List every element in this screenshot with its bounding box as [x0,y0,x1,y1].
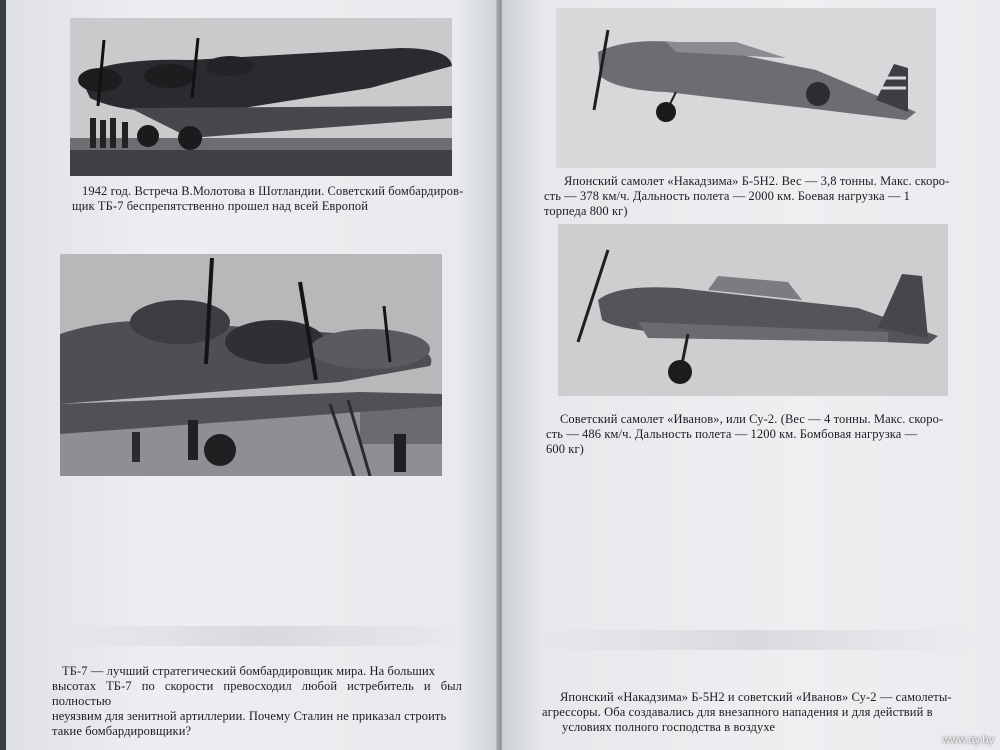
caption-line: высотах ТБ-7 по скорости превосходил любой истребитель и был полностью [52,679,462,708]
bleed-through-text [52,626,472,646]
caption-line: такие бомбардировщики? [52,724,192,738]
caption-nakajima [544,174,960,219]
su2-image [558,224,948,396]
right-page [502,0,1000,750]
caption-aggressors [542,690,978,735]
caption-line: Японский «Накадзима» Б-5Н2 и советский «Иванов» Су-2 — самолеты- [560,690,952,704]
caption-line: ТБ-7 — лучший стратегический бомбардировщик мира. На больших [62,664,436,678]
left-page [6,0,498,750]
caption-line: сть — 378 км/ч. Дальность полета — 2000 км. Боевая нагрузка — 1 [544,189,911,203]
photo-su2-ivanov [558,224,948,396]
tb7-airfield-image [60,254,442,476]
caption-line: сть — 486 км/ч. Дальность полета — 1200 км. Бомбовая нагрузка — [546,427,918,441]
photo-tb7-scotland [70,18,452,176]
caption-line: агрессоры. Оба создавались для внезапного нападения и для действий в [542,705,933,719]
watermark: www.ay.by [942,734,994,746]
caption-tb7-best-bomber [52,664,462,739]
caption-su2 [546,412,962,457]
caption-line: щик ТБ-7 беспрепятственно прошел над всей Европой [72,199,369,213]
caption-line: Японский самолет «Накадзима» Б-5Н2. Вес — 3,8 тонны. Макс. скоро- [564,174,950,188]
nakajima-image [556,8,936,168]
caption-line: 1942 год. Встреча В.Молотова в Шотландии. Советский бомбардиров- [82,184,464,198]
bleed-through-text [532,630,972,650]
caption-line: торпеда 800 кг) [544,204,628,218]
caption-line: условиях полного господства в воздухе [562,720,776,734]
caption-tb7-scotland [72,184,464,214]
photo-tb7-airfield [60,254,442,476]
caption-line: 600 кг) [546,442,584,456]
caption-line: неуязвим для зенитной артиллерии. Почему Сталин не приказал строить [52,709,447,723]
caption-line: Советский самолет «Иванов», или Су-2. (Вес — 4 тонны. Макс. скоро- [560,412,944,426]
tb7-scotland-image [70,18,452,176]
photo-nakajima-b5n2 [556,8,936,168]
